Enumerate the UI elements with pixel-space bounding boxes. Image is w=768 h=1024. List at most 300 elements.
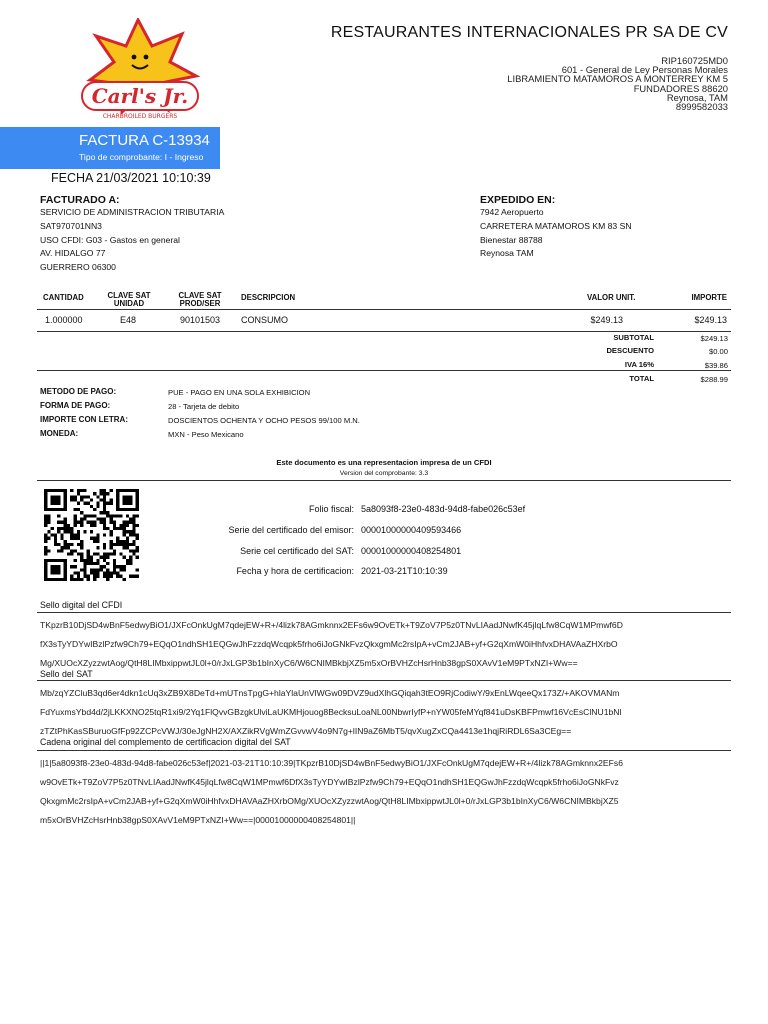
- qr-module: [54, 489, 57, 492]
- qr-module: [83, 571, 86, 574]
- qr-module: [136, 575, 139, 578]
- qr-module: [110, 571, 113, 574]
- qr-module: [64, 571, 67, 574]
- qr-module: [100, 565, 103, 568]
- subtotal-label: SUBTOTAL: [613, 333, 654, 342]
- company-logo: [76, 18, 204, 122]
- billed-to-line: USO CFDI: G03 - Gastos en general: [40, 234, 180, 245]
- qr-module: [129, 559, 132, 562]
- qr-module: [51, 499, 54, 502]
- qr-module: [126, 543, 129, 546]
- qr-module: [132, 524, 135, 527]
- qr-module: [54, 537, 57, 540]
- cfdi-seal-title: Sello digital del CFDI: [40, 600, 123, 610]
- qr-module: [119, 514, 122, 517]
- qr-module: [96, 502, 99, 505]
- qr-module: [103, 559, 106, 562]
- qr-module: [44, 571, 47, 574]
- qr-module: [80, 518, 83, 521]
- row-description: CONSUMO: [241, 315, 288, 325]
- qr-module: [110, 499, 113, 502]
- qr-module: [77, 530, 80, 533]
- qr-module: [106, 578, 109, 581]
- qr-module: [83, 530, 86, 533]
- qr-module: [70, 530, 73, 533]
- qr-module: [87, 502, 90, 505]
- qr-module: [116, 508, 119, 511]
- qr-module: [83, 559, 86, 562]
- qr-module: [136, 489, 139, 492]
- qr-module: [103, 527, 106, 530]
- qr-module: [103, 565, 106, 568]
- qr-module: [129, 562, 132, 565]
- qr-module: [132, 575, 135, 578]
- qr-module: [73, 521, 76, 524]
- qr-module: [96, 568, 99, 571]
- qr-module: [70, 527, 73, 530]
- qr-module: [110, 552, 113, 555]
- qr-module: [60, 546, 63, 549]
- qr-module: [73, 495, 76, 498]
- qr-module: [126, 499, 129, 502]
- qr-module: [119, 524, 122, 527]
- qr-module: [87, 559, 90, 562]
- qr-module: [51, 571, 54, 574]
- qr-module: [123, 530, 126, 533]
- qr-module: [110, 575, 113, 578]
- qr-module: [87, 495, 90, 498]
- qr-module: [93, 521, 96, 524]
- qr-module: [116, 502, 119, 505]
- qr-module: [51, 568, 54, 571]
- qr-module: [90, 568, 93, 571]
- qr-module: [47, 578, 50, 581]
- qr-module: [103, 521, 106, 524]
- company-name: RESTAURANTES INTERNACIONALES PR SA DE CV: [330, 24, 728, 41]
- qr-module: [96, 571, 99, 574]
- issued-at-line: Reynosa TAM: [480, 248, 534, 259]
- qr-module: [64, 559, 67, 562]
- qr-module: [44, 565, 47, 568]
- row-quantity: 1.000000: [45, 315, 83, 325]
- qr-module: [70, 495, 73, 498]
- qr-module: [96, 559, 99, 562]
- qr-module: [80, 511, 83, 514]
- issued-at-line: Bienestar 88788: [480, 234, 543, 245]
- qr-module: [113, 571, 116, 574]
- certification-date-label: Fecha y hora de certificacion:: [236, 566, 354, 576]
- sat-seal-block: [37, 680, 731, 741]
- qr-module: [100, 499, 103, 502]
- qr-module: [67, 552, 70, 555]
- qr-module: [129, 518, 132, 521]
- qr-module: [123, 540, 126, 543]
- qr-module: [119, 527, 122, 530]
- qr-module: [132, 533, 135, 536]
- qr-module: [136, 556, 139, 559]
- qr-module: [96, 505, 99, 508]
- qr-module: [103, 552, 106, 555]
- qr-module: [136, 505, 139, 508]
- issuer-phone: 8999582033: [675, 101, 728, 113]
- qr-module: [119, 508, 122, 511]
- qr-module: [129, 543, 132, 546]
- qr-module: [70, 578, 73, 581]
- qr-module: [132, 521, 135, 524]
- original-chain-title: Cadena original del complemento de certificacion digital del SAT: [40, 737, 291, 747]
- qr-module: [116, 540, 119, 543]
- qr-module: [70, 537, 73, 540]
- qr-module: [70, 499, 73, 502]
- qr-module: [123, 502, 126, 505]
- qr-module: [70, 552, 73, 555]
- qr-module: [87, 556, 90, 559]
- qr-module: [136, 524, 139, 527]
- qr-module: [113, 527, 116, 530]
- qr-module: [113, 559, 116, 562]
- billed-to-line: SERVICIO DE ADMINISTRACION TRIBUTARIA: [40, 207, 225, 217]
- qr-module: [77, 552, 80, 555]
- qr-module: [83, 502, 86, 505]
- billed-to-line: GUERRERO 06300: [40, 262, 116, 273]
- qr-module: [83, 489, 86, 492]
- qr-module: [126, 521, 129, 524]
- qr-module: [44, 552, 47, 555]
- qr-module: [103, 492, 106, 495]
- qr-module: [132, 543, 135, 546]
- row-amount: $249.13: [694, 315, 727, 325]
- issuer-neighborhood: FUNDADORES 88620: [633, 82, 728, 94]
- qr-module: [103, 546, 106, 549]
- original-chain-block: [37, 750, 731, 830]
- qr-module: [123, 508, 126, 511]
- qr-module: [51, 578, 54, 581]
- qr-module: [96, 552, 99, 555]
- qr-module: [93, 508, 96, 511]
- qr-module: [64, 546, 67, 549]
- qr-module: [57, 499, 60, 502]
- logo-wordmark: Carl's Jr.: [91, 84, 189, 108]
- tax-value: $39.86: [704, 361, 728, 370]
- currency-value: MXN - Peso Mexicano: [168, 430, 244, 439]
- qr-module: [93, 492, 96, 495]
- qr-module: [87, 578, 90, 581]
- qr-module: [83, 514, 86, 517]
- qr-module: [47, 514, 50, 517]
- qr-module: [57, 527, 60, 530]
- qr-module: [100, 521, 103, 524]
- qr-module: [129, 533, 132, 536]
- qr-module: [64, 492, 67, 495]
- qr-module: [96, 533, 99, 536]
- qr-module: [123, 524, 126, 527]
- qr-module: [129, 502, 132, 505]
- qr-module: [77, 575, 80, 578]
- qr-module: [64, 543, 67, 546]
- qr-module: [100, 489, 103, 492]
- qr-module: [106, 527, 109, 530]
- qr-module: [87, 562, 90, 565]
- qr-module: [110, 489, 113, 492]
- qr-module: [87, 521, 90, 524]
- qr-code: [44, 489, 139, 581]
- qr-module: [47, 489, 50, 492]
- qr-module: [103, 571, 106, 574]
- qr-module: [54, 499, 57, 502]
- qr-module: [64, 505, 67, 508]
- original-chain-line: QkxgmMc2rsIpA+vCm2JAB+yf+G2qXmW0iHhfvxDHAVAaZHXrbOMg/XUOcXZyzzwtAog/QtH8LIMbxippwtJL0l+0/rJxLGP3b1bInXyC6/W6CNIMBkbjXZ5: [40, 796, 619, 806]
- original-chain-line: w9OvETk+T9ZoV7P5z0TNvLIAadJNwfK45jlqLfw8CqW1MPmwf6DfX3sTyYDYwIBzlPzfw9Ch79+EQqO1ndhSH1EQGwJhFzzdqWcqpk5frho6iJoGNkFvz: [40, 777, 619, 787]
- qr-module: [64, 565, 67, 568]
- qr-module: [132, 489, 135, 492]
- qr-module: [57, 489, 60, 492]
- issuer-address: LIBRAMIENTO MATAMOROS A MONTERREY KM 5: [507, 73, 728, 85]
- qr-module: [110, 521, 113, 524]
- qr-module: [93, 568, 96, 571]
- qr-module: [60, 521, 63, 524]
- qr-module: [113, 543, 116, 546]
- header-unit-key: CLAVE SAT UNIDAD: [107, 291, 151, 308]
- qr-module: [123, 527, 126, 530]
- issuer-regime: 601 - General de Ley Personas Morales: [561, 64, 728, 76]
- qr-module: [83, 562, 86, 565]
- cfdi-seal-line: fX3sTyYDYwIBzlPzfw9Ch79+EQqO1ndhSH1EQGwJhFzzdqWcqpk5frho6iJoGNkFvzQkxgmMc2rsIpA+vCm2JAB+yf+G2qXmW0iHhfvxDHAVAaZHXrbO: [40, 639, 618, 649]
- amount-in-words-label: IMPORTE CON LETRA:: [40, 415, 128, 424]
- qr-module: [44, 568, 47, 571]
- qr-module: [106, 552, 109, 555]
- qr-module: [119, 489, 122, 492]
- items-table-header: [37, 286, 731, 310]
- qr-module: [44, 508, 47, 511]
- qr-module: [83, 575, 86, 578]
- qr-module: [132, 530, 135, 533]
- qr-module: [67, 527, 70, 530]
- cfdi-seal-line: Mg/XUOcXZyzzwtAog/QtH8LIMbxippwtJL0l+0/rJxLGP3b1bInXyC6/W6CNIMBkbjXZ5m5xOrBVHZcHsrHnb38gpS0XAvV1eM9PTxNZI+Ww==: [40, 658, 578, 668]
- qr-module: [116, 571, 119, 574]
- qr-module: [57, 549, 60, 552]
- qr-module: [44, 518, 47, 521]
- qr-module: [119, 543, 122, 546]
- qr-module: [54, 559, 57, 562]
- qr-module: [70, 575, 73, 578]
- qr-module: [87, 514, 90, 517]
- qr-module: [64, 499, 67, 502]
- qr-module: [116, 565, 119, 568]
- qr-module: [123, 489, 126, 492]
- issued-at-line: 7942 Aeropuerto: [480, 207, 544, 217]
- qr-module: [132, 549, 135, 552]
- qr-module: [77, 521, 80, 524]
- qr-module: [106, 492, 109, 495]
- qr-module: [126, 495, 129, 498]
- sat-seal-title: Sello del SAT: [40, 669, 93, 679]
- total-label: TOTAL: [629, 374, 654, 383]
- original-chain-line: m5xOrBVHZcHsrHnb38gpS0XAvV1eM9PTxNZI+Ww==|00001000000408254801||: [40, 815, 356, 825]
- qr-module: [67, 530, 70, 533]
- qr-module: [103, 495, 106, 498]
- qr-module: [44, 499, 47, 502]
- qr-module: [106, 575, 109, 578]
- qr-module: [73, 524, 76, 527]
- qr-module: [57, 571, 60, 574]
- qr-module: [64, 502, 67, 505]
- qr-module: [100, 568, 103, 571]
- qr-module: [123, 499, 126, 502]
- items-table: [37, 286, 731, 332]
- qr-module: [77, 489, 80, 492]
- header-amount: IMPORTE: [691, 293, 727, 302]
- qr-module: [57, 502, 60, 505]
- qr-module: [132, 540, 135, 543]
- qr-module: [70, 549, 73, 552]
- tax-label: IVA 16%: [624, 360, 654, 369]
- qr-module: [90, 499, 93, 502]
- qr-module: [90, 524, 93, 527]
- qr-module: [106, 556, 109, 559]
- qr-module: [116, 543, 119, 546]
- qr-module: [123, 578, 126, 581]
- qr-module: [57, 521, 60, 524]
- header-quantity: CANTIDAD: [43, 293, 84, 302]
- qr-module: [80, 552, 83, 555]
- qr-module: [64, 524, 67, 527]
- invoice-date: FECHA 21/03/2021 10:10:39: [51, 171, 211, 185]
- qr-module: [73, 537, 76, 540]
- qr-module: [51, 533, 54, 536]
- qr-module: [96, 575, 99, 578]
- qr-module: [67, 524, 70, 527]
- qr-module: [126, 489, 129, 492]
- qr-module: [51, 495, 54, 498]
- qr-module: [64, 530, 67, 533]
- qr-module: [126, 508, 129, 511]
- qr-module: [77, 508, 80, 511]
- billed-to-title: FACTURADO A:: [40, 194, 120, 206]
- invoice-type: Tipo de comprobante: I - Ingreso: [79, 152, 204, 162]
- qr-module: [51, 527, 54, 530]
- qr-module: [123, 533, 126, 536]
- qr-module: [77, 543, 80, 546]
- issuer-info: [507, 56, 728, 111]
- qr-module: [90, 556, 93, 559]
- qr-module: [44, 489, 47, 492]
- qr-module: [110, 530, 113, 533]
- qr-module: [54, 565, 57, 568]
- qr-module: [103, 505, 106, 508]
- qr-module: [93, 575, 96, 578]
- qr-module: [80, 495, 83, 498]
- qr-module: [80, 489, 83, 492]
- qr-module: [106, 502, 109, 505]
- qr-module: [123, 521, 126, 524]
- qr-module: [54, 495, 57, 498]
- qr-module: [54, 533, 57, 536]
- qr-module: [129, 499, 132, 502]
- qr-module: [77, 533, 80, 536]
- qr-module: [93, 540, 96, 543]
- payment-form-label: FORMA DE PAGO:: [40, 401, 111, 410]
- qr-module: [126, 540, 129, 543]
- qr-module: [103, 518, 106, 521]
- qr-module: [103, 543, 106, 546]
- qr-module: [110, 540, 113, 543]
- qr-module: [73, 578, 76, 581]
- qr-module: [77, 502, 80, 505]
- qr-module: [54, 540, 57, 543]
- qr-module: [113, 565, 116, 568]
- qr-module: [83, 568, 86, 571]
- qr-module: [54, 543, 57, 546]
- qr-module: [60, 537, 63, 540]
- qr-module: [113, 549, 116, 552]
- qr-module: [136, 499, 139, 502]
- discount-label: DESCUENTO: [606, 346, 654, 355]
- issued-at-title: EXPEDIDO EN:: [480, 194, 556, 206]
- cfdi-seal-block: [37, 612, 731, 673]
- qr-module: [126, 524, 129, 527]
- qr-module: [54, 568, 57, 571]
- qr-module: [129, 521, 132, 524]
- qr-module: [87, 552, 90, 555]
- qr-module: [64, 508, 67, 511]
- qr-module: [116, 495, 119, 498]
- qr-module: [136, 533, 139, 536]
- sat-seal-line: Mb/zqYZCluB3qd6er4dkn1cUq3xZB9X8DeTd+mUTnsTpgG+hlaYlaUnVlWGw09DVZ9udXlhGQiqah3tEO9RjCodiwY/9xEnLWqeeQx173Z/+AKOVMANm: [40, 688, 620, 698]
- qr-module: [73, 499, 76, 502]
- qr-module: [96, 546, 99, 549]
- qr-module: [90, 559, 93, 562]
- qr-module: [96, 537, 99, 540]
- row-product-key: 90101503: [180, 315, 221, 325]
- qr-module: [44, 502, 47, 505]
- invoice-banner: [0, 127, 220, 169]
- qr-module: [90, 571, 93, 574]
- header-unit-value: VALOR UNIT.: [587, 293, 636, 302]
- qr-module: [57, 578, 60, 581]
- qr-module: [103, 575, 106, 578]
- qr-module: [93, 578, 96, 581]
- qr-module: [123, 546, 126, 549]
- qr-module: [47, 549, 50, 552]
- qr-module: [64, 575, 67, 578]
- qr-module: [80, 540, 83, 543]
- qr-module: [93, 552, 96, 555]
- row-unit-value: $249.13: [590, 315, 623, 325]
- qr-module: [73, 508, 76, 511]
- qr-module: [54, 578, 57, 581]
- qr-module: [60, 527, 63, 530]
- total-value: $288.99: [700, 375, 728, 384]
- qr-module: [136, 514, 139, 517]
- qr-module: [44, 524, 47, 527]
- sat-seal-line: FdYuxmsYbd4d/2jLKKXNO25tqR1xi9/2Yq1FlQvvGBzgkUlviLaUKMHjouog8BecksuLoaNL00NbwrIyfP+nYW05feMYqf841uDsKBFPmwf16VcEsClNU1bNl: [40, 707, 622, 717]
- qr-module: [44, 533, 47, 536]
- qr-module: [54, 508, 57, 511]
- qr-module: [60, 508, 63, 511]
- qr-module: [126, 546, 129, 549]
- qr-module: [106, 562, 109, 565]
- qr-module: [129, 556, 132, 559]
- qr-module: [64, 495, 67, 498]
- qr-module: [136, 508, 139, 511]
- qr-module: [57, 514, 60, 517]
- qr-module: [60, 533, 63, 536]
- qr-module: [100, 492, 103, 495]
- qr-module: [44, 521, 47, 524]
- billed-to-line: SAT970701NN3: [40, 220, 102, 231]
- qr-module: [110, 518, 113, 521]
- qr-module: [96, 540, 99, 543]
